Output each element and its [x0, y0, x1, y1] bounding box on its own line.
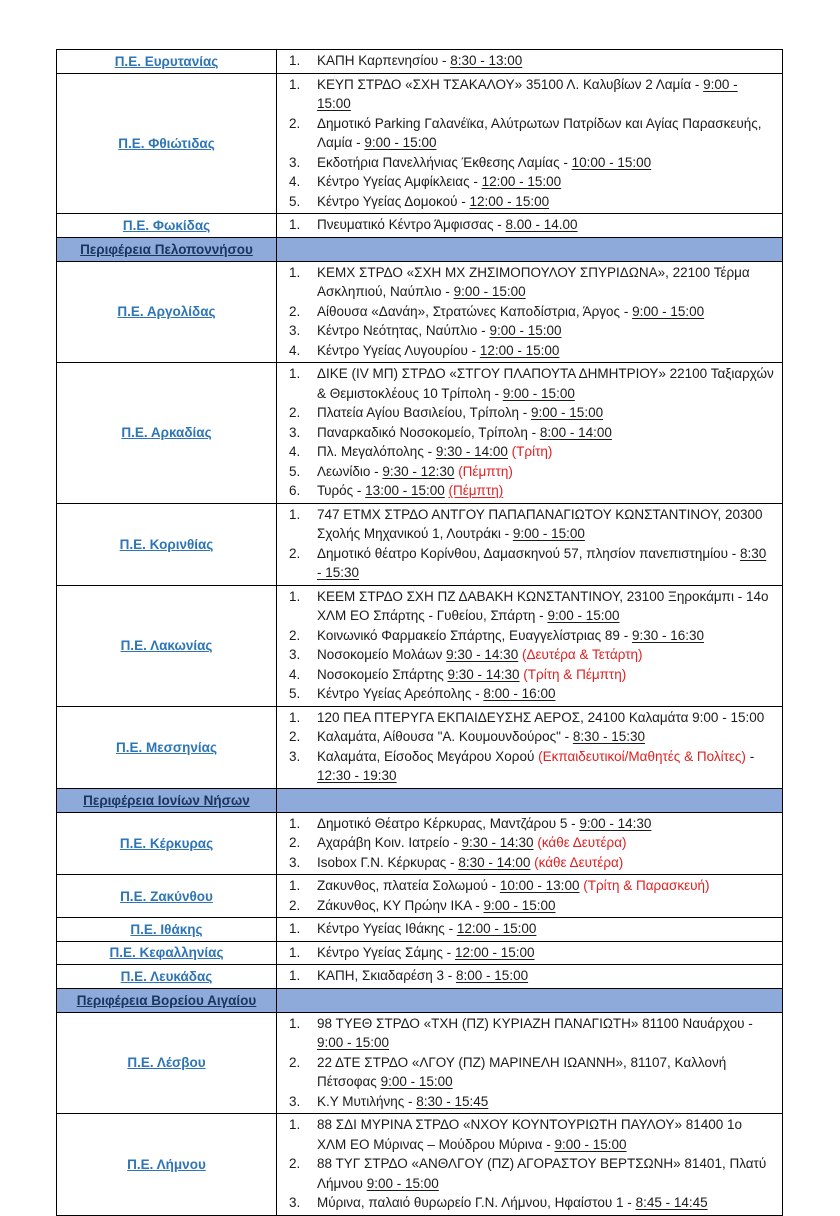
items-cell	[277, 706, 783, 788]
time-range: 8:30 - 13:00	[450, 53, 523, 68]
items-cell	[277, 875, 783, 918]
item-text-segment: 88 ΤΥΓ ΣΤΡΔΟ «ΑΝΘΛΓΟΥ (ΠΖ) ΑΓΟΡΑΣΤΟΥ ΒΕΡΤΣΩΝΗ» 81401, Πλατύ Λήμνου	[317, 1156, 767, 1191]
list-item	[289, 727, 774, 747]
time-range: 10:00 - 13:00	[499, 878, 580, 893]
item-text-segment: Νοσοκομείο Σπάρτης	[317, 666, 448, 682]
list-item-number: 1.	[289, 944, 301, 960]
item-text-segment: Δημοτικό Parking Γαλανέϊκα, Αλύτρωτων Πατρίδων και Αγίας Παρασκευής, Λαμία -	[317, 115, 762, 150]
time-range: 9:00 - 15:00	[483, 897, 556, 913]
list-item-text	[317, 943, 774, 963]
list-item	[289, 215, 774, 235]
item-text-segment: Πνευματικό Κέντρο Άμφισσας -	[317, 217, 506, 232]
list-item	[289, 114, 774, 153]
time-range: 9:00 - 15:00	[366, 1175, 439, 1191]
time-range: 9:00 - 14:30	[579, 815, 652, 831]
list-item-number: 1.	[289, 709, 301, 725]
weekday-note: (Πέμπτη)	[448, 483, 504, 498]
list-item	[289, 747, 774, 786]
section-label-cell	[57, 788, 277, 812]
time-range: 9:00 - 15:00	[317, 76, 738, 111]
list-item-number: 5.	[289, 463, 301, 479]
items-cell	[277, 941, 783, 965]
list-item-text	[317, 423, 774, 443]
list-item-number: 2.	[289, 1156, 301, 1171]
table-body	[57, 50, 783, 1216]
list-item	[289, 403, 774, 423]
list-item	[289, 172, 774, 192]
time-range: 9:00 - 15:00	[364, 135, 437, 150]
item-text-segment: ΚΕΜΧ ΣΤΡΔΟ «ΣΧΗ ΜΧ ΖΗΣΙΜΟΠΟΥΛΟΥ ΣΠΥΡΙΔΩΝΑ», 22100 Τέρμα Ασκληπιού, Ναύπλιο -	[317, 264, 750, 299]
list-item	[289, 1014, 774, 1053]
table-row	[57, 1012, 783, 1114]
item-text-segment: Μύρινα, παλαιό θυρωρείο Γ.Ν. Λήμνου, Ηφαίστου 1 -	[317, 1195, 636, 1210]
time-range: 9:30 - 14:30	[446, 647, 519, 662]
table-row	[57, 50, 783, 74]
list-item-text	[317, 966, 774, 986]
list-item	[289, 1053, 774, 1092]
list-item	[289, 626, 774, 646]
item-text-segment: Κέντρο Υγείας Δομοκού -	[317, 193, 470, 209]
list-item-text	[317, 153, 774, 173]
time-range: 9:00 - 15:00	[317, 1035, 390, 1050]
list-item-number: 2.	[289, 729, 301, 744]
table-row	[57, 261, 783, 363]
item-text-segment: Isobox Γ.Ν. Κέρκυρας -	[317, 854, 459, 870]
list-item-text	[317, 626, 774, 646]
item-text-segment: Ζακυνθος, πλατεία Σολωμού -	[317, 878, 500, 893]
region-cell	[57, 918, 277, 942]
region-cell	[57, 214, 277, 238]
weekday-note: (Δευτέρα & Τετάρτη)	[521, 647, 643, 662]
list-item-number: 2.	[289, 303, 301, 319]
items-cell	[277, 965, 783, 989]
list-item	[289, 423, 774, 443]
table-row	[57, 965, 783, 989]
list-item-text	[317, 587, 774, 626]
list-item-text	[317, 505, 774, 544]
items-cell	[277, 503, 783, 585]
region-cell	[57, 941, 277, 965]
list-item-number: 1.	[289, 968, 301, 983]
list-item	[289, 665, 774, 685]
item-text-segment: ΚΕΕΜ ΣΤΡΔΟ ΣΧΗ ΠΖ ΔΑΒΑΚΗ ΚΩΝΣΤΑΝΤΙΝΟΥ, 23100 Ξηροκάμπι - 14ο ΧΛΜ ΕΟ Σπάρτης - Γυθείου, Σπάρτη -	[317, 588, 769, 623]
list-item-text	[317, 1092, 774, 1112]
time-range: 9:30 - 12:30	[382, 463, 455, 479]
time-range: 8:30 - 14:00	[458, 854, 531, 870]
list-item-number: 6.	[289, 483, 301, 498]
time-range: 9:00 - 15:00	[502, 385, 575, 401]
list-item-text	[317, 1014, 774, 1053]
item-text-segment: Τυρός -	[317, 483, 366, 498]
time-range: 9:30 - 16:30	[631, 627, 704, 643]
list-item-number: 5.	[289, 193, 301, 209]
item-text-segment: Πλατεία Αγίου Βασιλείου, Τρίπολη -	[317, 405, 532, 420]
list-item-text	[317, 665, 774, 685]
list-item-text	[317, 544, 774, 583]
time-range: 9:00 - 15:00	[632, 303, 705, 319]
list-item-number: 1.	[289, 506, 301, 522]
list-item-number: 3.	[289, 1195, 301, 1210]
list-item-text	[317, 896, 774, 916]
region-cell	[57, 503, 277, 585]
list-item-number: 2.	[289, 897, 301, 913]
table-row	[57, 503, 783, 585]
list-item-text	[317, 708, 774, 728]
time-range: 8.00 - 14.00	[505, 217, 578, 232]
time-range: 9:00 - 15:00	[531, 405, 604, 420]
section-empty-cell	[277, 237, 783, 261]
region-link[interactable]: Π.Ε. Λευκάδας	[120, 968, 213, 984]
items-cell	[277, 918, 783, 942]
time-range: 9:00 - 15:00	[453, 284, 526, 299]
list-item-number: 2.	[289, 1054, 301, 1070]
table-row	[57, 214, 783, 238]
time-range: 13:00 - 15:00	[365, 483, 445, 498]
list-item-text	[317, 302, 774, 322]
list-item	[289, 51, 774, 71]
items-cell	[277, 1012, 783, 1114]
time-range: 8:30 - 15:30	[572, 729, 645, 744]
list-item	[289, 481, 774, 501]
list-item	[289, 1092, 774, 1112]
list-item-text	[317, 75, 774, 114]
list-item	[289, 153, 774, 173]
item-text-segment: Κοινωνικό Φαρμακείο Σπάρτης, Ευαγγελίστριας 89 -	[317, 627, 632, 643]
time-range: 8:30 - 15:45	[416, 1093, 489, 1109]
list-item-number: 3.	[289, 1093, 301, 1109]
time-range: 9:30 - 14:30	[447, 666, 520, 682]
items-cell	[277, 585, 783, 706]
item-text-segment: Κέντρο Υγείας Ιθάκης -	[317, 921, 457, 936]
item-text-segment: Καλαμάτα, Είσοδος Μεγάρου Χορού	[317, 748, 539, 764]
item-text-segment: Κέντρο Υγείας Σάμης -	[317, 944, 455, 960]
section-header-row	[57, 988, 783, 1012]
region-cell	[57, 1012, 277, 1114]
region-cell	[57, 585, 277, 706]
list-item-number: 1.	[289, 1015, 301, 1031]
item-text-segment: Αχαράβη Κοιν. Ιατρείο -	[317, 835, 462, 850]
list-item	[289, 814, 774, 834]
item-text-segment: Δημοτικό Θέατρο Κέρκυρας, Μαντζάρου 5 -	[317, 815, 580, 831]
list-item-number: 4.	[289, 342, 301, 358]
items-cell	[277, 73, 783, 214]
time-range: 12:00 - 15:00	[454, 944, 535, 960]
list-item-number: 2.	[289, 545, 301, 561]
item-text-segment: Εκδοτήρια Πανελλήνιας Έκθεσης Λαμίας -	[317, 154, 572, 170]
list-item	[289, 1115, 774, 1154]
list-item	[289, 341, 774, 361]
list-item-number: 1.	[289, 366, 301, 381]
item-text-segment: ΚΕΥΠ ΣΤΡΔΟ «ΣΧΗ ΤΣΑΚΑΛΟΥ» 35100 Λ. Καλυβίων 2 Λαμία -	[317, 76, 704, 92]
items-cell	[277, 214, 783, 238]
time-range: 9:00 - 15:00	[380, 1074, 453, 1089]
weekday-note: (Εκπαιδευτικοί/Μαθητές & Πολίτες)	[538, 748, 746, 764]
item-text-segment: ΚΑΠΗ, Σκιαδαρέση 3 -	[317, 968, 457, 983]
section-header-row	[57, 788, 783, 812]
item-text-segment: Κέντρο Υγείας Λυγουρίου -	[317, 342, 480, 358]
list-item-text	[317, 814, 774, 834]
region-link[interactable]: Π.Ε. Κέρκυρας	[119, 835, 214, 851]
region-cell	[57, 363, 277, 504]
list-item-text	[317, 192, 774, 212]
list-item	[289, 1154, 774, 1193]
section-title: Περιφέρεια Ιονίων Νήσων	[83, 792, 250, 808]
list-item-text	[317, 321, 774, 341]
list-item-text	[317, 645, 774, 665]
items-cell	[277, 261, 783, 363]
list-item-number: 3.	[289, 323, 301, 338]
list-item-text	[317, 853, 774, 873]
list-item-number: 1.	[289, 921, 301, 936]
table-row	[57, 918, 783, 942]
list-item-number: 5.	[289, 686, 301, 701]
item-text-segment: Πλ. Μεγαλόπολης -	[317, 444, 436, 459]
list-item-number: 2.	[289, 627, 301, 643]
list-item-text	[317, 462, 774, 482]
list-item-text	[317, 747, 774, 786]
time-range: 8:30 - 15:30	[317, 545, 767, 580]
list-item	[289, 364, 774, 403]
list-item-number: 2.	[289, 835, 301, 850]
items-cell	[277, 812, 783, 875]
region-cell	[57, 706, 277, 788]
item-text-segment: Καλαμάτα, Αίθουσα "Α. Κουμουνδούρος" -	[317, 729, 573, 744]
list-item-text	[317, 215, 774, 235]
time-range: 12:00 - 15:00	[479, 342, 560, 358]
time-range: 8:45 - 14:45	[635, 1195, 708, 1210]
item-text-segment: Νοσοκομείο Μολάων	[317, 647, 447, 662]
weekday-note: (Τρίτη & Πέμπτη)	[523, 666, 627, 682]
list-item-number: 3.	[289, 748, 301, 764]
regional-units-schedule-table	[56, 49, 783, 1216]
table-row	[57, 941, 783, 965]
section-label-cell	[57, 237, 277, 261]
items-cell	[277, 1114, 783, 1216]
region-link[interactable]: Π.Ε. Μεσσηνίας	[116, 739, 217, 755]
list-item-number: 2.	[289, 115, 301, 131]
list-item	[289, 321, 774, 341]
section-empty-cell	[277, 788, 783, 812]
items-cell	[277, 50, 783, 74]
list-item-text	[317, 684, 774, 704]
list-item	[289, 896, 774, 916]
table-row	[57, 1114, 783, 1216]
table-row	[57, 875, 783, 918]
region-link[interactable]: Π.Ε. Ζακύνθου	[120, 888, 213, 904]
region-link[interactable]: Π.Ε. Φωκίδας	[122, 217, 211, 233]
list-item	[289, 833, 774, 853]
item-text-segment: Παναρκαδικό Νοσοκομείο, Τρίπολη -	[317, 424, 540, 440]
weekday-note: (κάθε Δευτέρα)	[534, 854, 624, 870]
list-item-text	[317, 833, 774, 853]
list-item	[289, 919, 774, 939]
section-label-cell	[57, 988, 277, 1012]
time-range: 12:00 - 15:00	[481, 174, 562, 189]
time-range: 9:00 - 15:00	[554, 1136, 627, 1152]
item-text-segment: Αίθουσα «Δανάη», Στρατώνες Καποδίστρια, Άργος -	[317, 303, 633, 319]
time-range: 9:00 - 15:00	[489, 323, 562, 338]
region-cell	[57, 73, 277, 214]
list-item	[289, 302, 774, 322]
list-item-text	[317, 442, 774, 462]
list-item	[289, 462, 774, 482]
list-item-number: 3.	[289, 854, 301, 870]
table-row	[57, 363, 783, 504]
region-cell	[57, 875, 277, 918]
region-link[interactable]: Π.Ε. Αρκαδίας	[121, 425, 212, 441]
list-item-number: 1.	[289, 217, 301, 232]
item-text-segment: Λεωνίδιο -	[317, 463, 383, 479]
item-text-segment: Δημοτικό θέατρο Κορίνθου, Δαμασκηνού 57, πλησίον πανεπιστημίου -	[317, 545, 740, 561]
list-item	[289, 943, 774, 963]
list-item	[289, 544, 774, 583]
region-link[interactable]: Π.Ε. Κεφαλληνίας	[109, 945, 224, 961]
list-item-number: 3.	[289, 154, 301, 170]
list-item-number: 4.	[289, 174, 301, 189]
list-item	[289, 684, 774, 704]
list-item-number: 3.	[289, 647, 301, 662]
region-cell	[57, 812, 277, 875]
item-text-segment: 22 ΔΤΕ ΣΤΡΔΟ «ΛΓΟΥ (ΠΖ) ΜΑΡΙΝΕΛΗ ΙΩΑΝΝΗ», 81107, Καλλονή Πέτσοφας	[317, 1054, 727, 1089]
items-cell	[277, 363, 783, 504]
time-range: 9:30 - 14:00	[435, 444, 508, 459]
region-link[interactable]: Π.Ε. Κορινθίας	[119, 536, 214, 552]
item-text-segment: Κέντρο Υγείας Αμφίκλειας -	[317, 174, 482, 189]
weekday-note: (Τρίτη)	[511, 444, 553, 459]
list-item-text	[317, 364, 774, 403]
list-item-text	[317, 1053, 774, 1092]
list-item	[289, 1193, 774, 1213]
list-item-text	[317, 1193, 774, 1213]
list-item-text	[317, 876, 774, 896]
list-item-text	[317, 341, 774, 361]
list-item	[289, 966, 774, 986]
table-row	[57, 585, 783, 706]
region-cell	[57, 1114, 277, 1216]
list-item-text	[317, 1154, 774, 1193]
list-item-text	[317, 481, 774, 501]
list-item-text	[317, 172, 774, 192]
item-text-segment: ΔΙΚΕ (IV ΜΠ) ΣΤΡΔΟ «ΣΤΓΟΥ ΠΛΑΠΟΥΤΑ ΔΗΜΗΤΡΙΟΥ» 22100 Ταξιαρχών & Θεμιστοκλέους 10 Τρίπολη -	[317, 366, 774, 401]
list-item	[289, 587, 774, 626]
region-link[interactable]: Π.Ε. Φθιώτιδας	[118, 135, 215, 151]
list-item-number: 3.	[289, 424, 301, 440]
list-item	[289, 708, 774, 728]
list-item	[289, 876, 774, 896]
region-link[interactable]: Π.Ε. Λέσβου	[127, 1055, 206, 1071]
list-item	[289, 192, 774, 212]
region-link[interactable]: Π.Ε. Ιθάκης	[130, 921, 203, 937]
time-range: 9:00 - 15:00	[547, 608, 620, 623]
time-range: 12:30 - 19:30	[317, 768, 397, 783]
list-item-number: 1.	[289, 588, 301, 604]
table-row	[57, 73, 783, 214]
list-item-text	[317, 919, 774, 939]
item-text-segment: 120 ΠΕΑ ΠΤΕΡΥΓΑ ΕΚΠΑΙΔΕΥΣΗΣ ΑΕΡΟΣ, 24100 Καλαμάτα 9:00 - 15:00	[317, 709, 765, 725]
region-link[interactable]: Π.Ε. Λακωνίας	[120, 638, 213, 653]
section-header-row	[57, 237, 783, 261]
list-item-number: 1.	[289, 878, 301, 893]
list-item-text	[317, 51, 774, 71]
table-row	[57, 812, 783, 875]
list-item	[289, 442, 774, 462]
region-cell	[57, 261, 277, 363]
item-text-segment: 747 ΕΤΜΧ ΣΤΡΔΟ ΑΝΤΓΟΥ ΠΑΠΑΠΑΝΑΓΙΩΤΟΥ ΚΩΝΣΤΑΝΤΙΝΟΥ, 20300 Σχολής Μηχανικού 1, Λουτράκι -	[317, 506, 763, 541]
time-range: 9:00 - 15:00	[512, 526, 585, 541]
region-link[interactable]: Π.Ε. Αργολίδας	[117, 304, 216, 320]
item-text-segment: Κέντρο Νεότητας, Ναύπλιο -	[317, 323, 490, 338]
item-text-segment: Κ.Υ Μυτιλήνης -	[317, 1093, 417, 1109]
list-item-number: 4.	[289, 444, 301, 459]
list-item-text	[317, 1115, 774, 1154]
list-item-number: 1.	[289, 53, 301, 68]
list-item	[289, 75, 774, 114]
section-empty-cell	[277, 988, 783, 1012]
list-item	[289, 645, 774, 665]
time-range: 8:00 - 15:00	[456, 968, 529, 983]
time-range: 8:00 - 14:00	[539, 424, 612, 440]
item-text-segment: 88 ΣΔΙ ΜΥΡΙΝΑ ΣΤΡΔΟ «ΝΧΟΥ ΚΟΥΝΤΟΥΡΙΩΤΗ ΠΑΥΛΟΥ» 81400 1ο ΧΛΜ ΕΟ Μύρινας – Μούδρου Μύρινα -	[317, 1117, 743, 1152]
list-item-number: 1.	[289, 815, 301, 831]
list-item-number: 1.	[289, 264, 301, 280]
list-item-number: 4.	[289, 666, 301, 682]
region-link[interactable]: Π.Ε. Λήμνου	[127, 1156, 206, 1172]
weekday-note: (κάθε Δευτέρα)	[537, 835, 627, 850]
section-title: Περιφέρεια Βορείου Αιγαίου	[76, 992, 257, 1008]
list-item-number: 1.	[289, 1117, 301, 1132]
list-item-text	[317, 727, 774, 747]
section-title: Περιφέρεια Πελοποννήσου	[80, 241, 253, 257]
region-cell	[57, 965, 277, 989]
item-text-segment: -	[745, 748, 755, 764]
item-text-segment: Ζάκυνθος, ΚΥ Πρώην ΙΚΑ -	[317, 897, 484, 913]
region-link[interactable]: Π.Ε. Ευρυτανίας	[114, 53, 219, 69]
weekday-note: (Τρίτη & Παρασκευή)	[583, 878, 710, 893]
list-item	[289, 853, 774, 873]
time-range: 12:00 - 15:00	[456, 921, 537, 936]
list-item-text	[317, 263, 774, 302]
list-item-number: 1.	[289, 76, 301, 92]
table-row	[57, 706, 783, 788]
time-range: 9:30 - 14:30	[461, 835, 534, 850]
list-item	[289, 505, 774, 544]
list-item-number: 2.	[289, 405, 301, 420]
item-text-segment: ΚΑΠΗ Καρπενησίου -	[317, 53, 451, 68]
item-text-segment: 98 ΤΥΕΘ ΣΤΡΔΟ «ΤΧΗ (ΠΖ) ΚΥΡΙΑΖΗ ΠΑΝΑΓΙΩΤΗ» 81100 Ναυάρχου -	[317, 1015, 753, 1031]
list-item-text	[317, 114, 774, 153]
item-text-segment: Κέντρο Υγείας Αρεόπολης -	[317, 686, 484, 701]
time-range: 8:00 - 16:00	[483, 686, 556, 701]
time-range: 10:00 - 15:00	[571, 154, 652, 170]
list-item	[289, 263, 774, 302]
weekday-note: (Πέμπτη)	[458, 463, 513, 479]
time-range: 12:00 - 15:00	[469, 193, 550, 209]
region-cell	[57, 50, 277, 74]
list-item-text	[317, 403, 774, 423]
